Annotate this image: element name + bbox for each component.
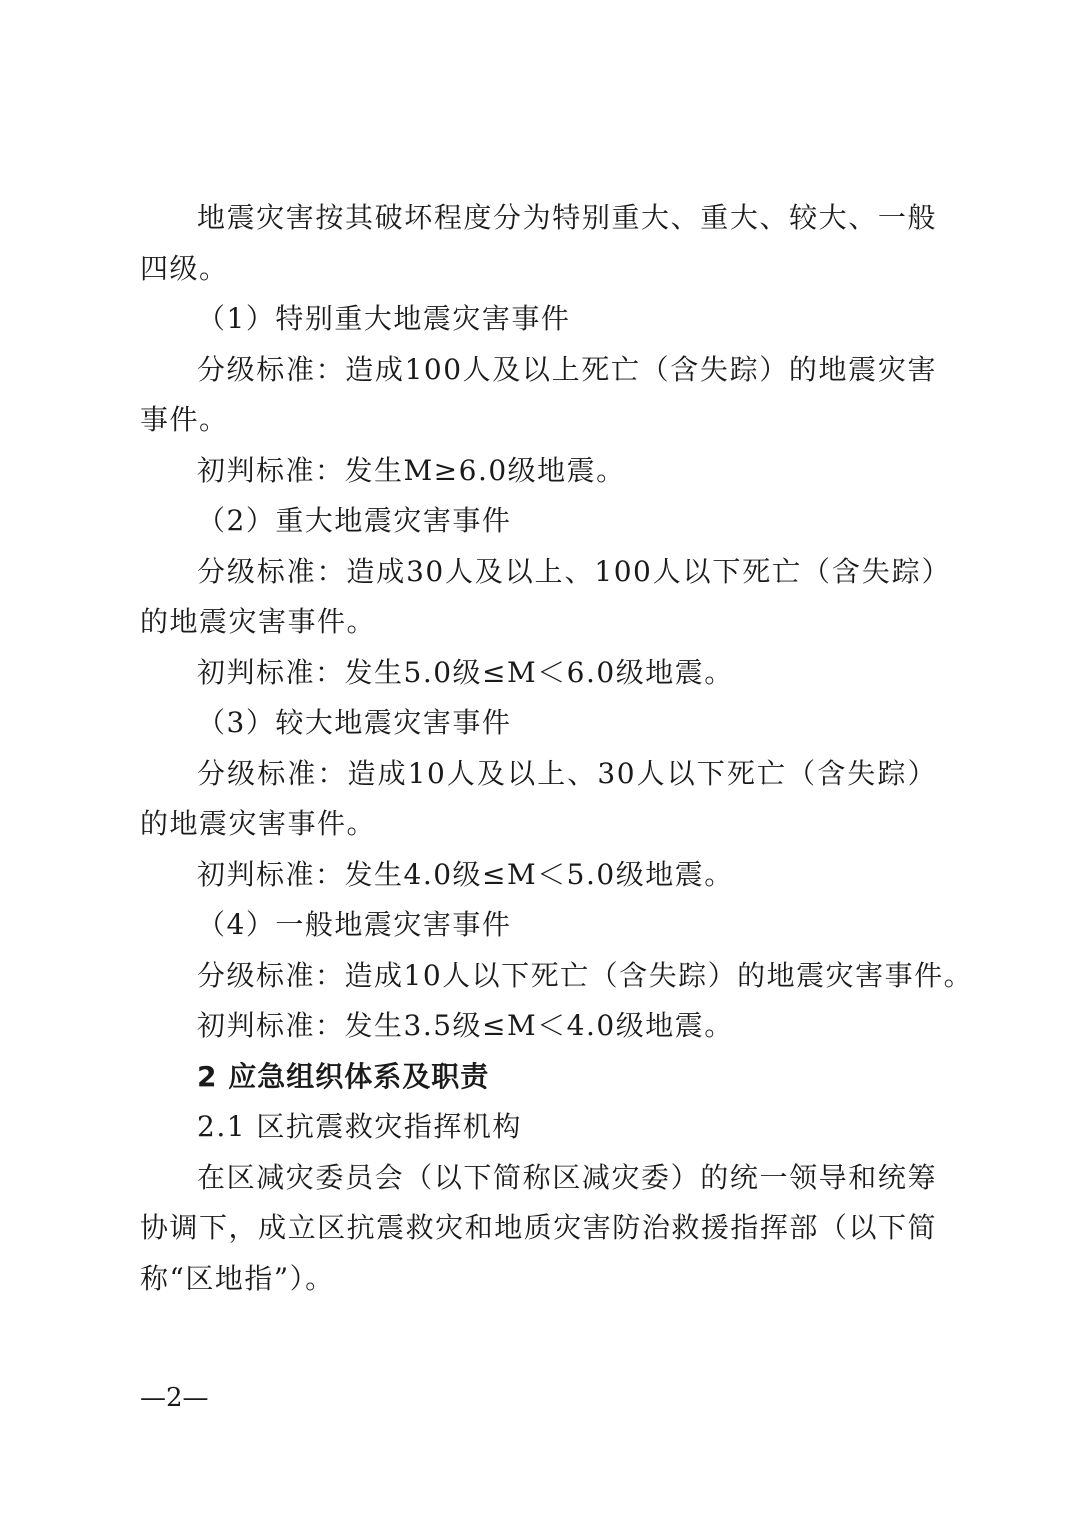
heading-level-4-event: （4）一般地震灾害事件 [197,908,512,941]
paragraph-level-3-initial: 初判标准：发生4.0级≤M＜5.0级地震。 [197,857,734,891]
heading-level-2-event: （2）重大地震灾害事件 [197,504,512,537]
paragraph-intro: 地震灾害按其破坏程度分为特别重大、重大、较大、一般四级。 [140,201,937,285]
paragraph-level-3-criteria: 分级标准：造成10人及以上、30人以下死亡（含失踪）的地震灾害事件。 [140,756,937,840]
body-text [140,193,974,1304]
section-heading: 2 应急组织体系及职责 [197,1059,490,1093]
subsection-heading: 2.1 区抗震救灾指挥机构 [197,1110,522,1143]
paragraph-command-organization: 在区减灾委员会（以下简称区减灾委）的统一领导和统筹协调下，成立区抗震救灾和地质灾害防治救援指挥部（以下简称“区地指”）。 [140,1160,937,1295]
paragraph-level-1-initial: 初判标准：发生M≥6.0级地震。 [197,453,626,487]
heading-level-3-event: （3）较大地震灾害事件 [197,706,512,739]
paragraph-level-1-criteria: 分级标准：造成100人及以上死亡（含失踪）的地震灾害事件。 [140,352,937,436]
page-number: —2— [140,1383,209,1413]
paragraph-level-2-criteria: 分级标准：造成30人及以上、100人以下死亡（含失踪）的地震灾害事件。 [140,554,937,638]
paragraph-level-2-initial: 初判标准：发生5.0级≤M＜6.0级地震。 [197,655,734,689]
heading-level-1-event: （1）特别重大地震灾害事件 [197,302,571,335]
paragraph-level-4-criteria: 分级标准：造成10人以下死亡（含失踪）的地震灾害事件。 [197,958,974,992]
paragraph-level-4-initial: 初判标准：发生3.5级≤M＜4.0级地震。 [197,1009,734,1042]
